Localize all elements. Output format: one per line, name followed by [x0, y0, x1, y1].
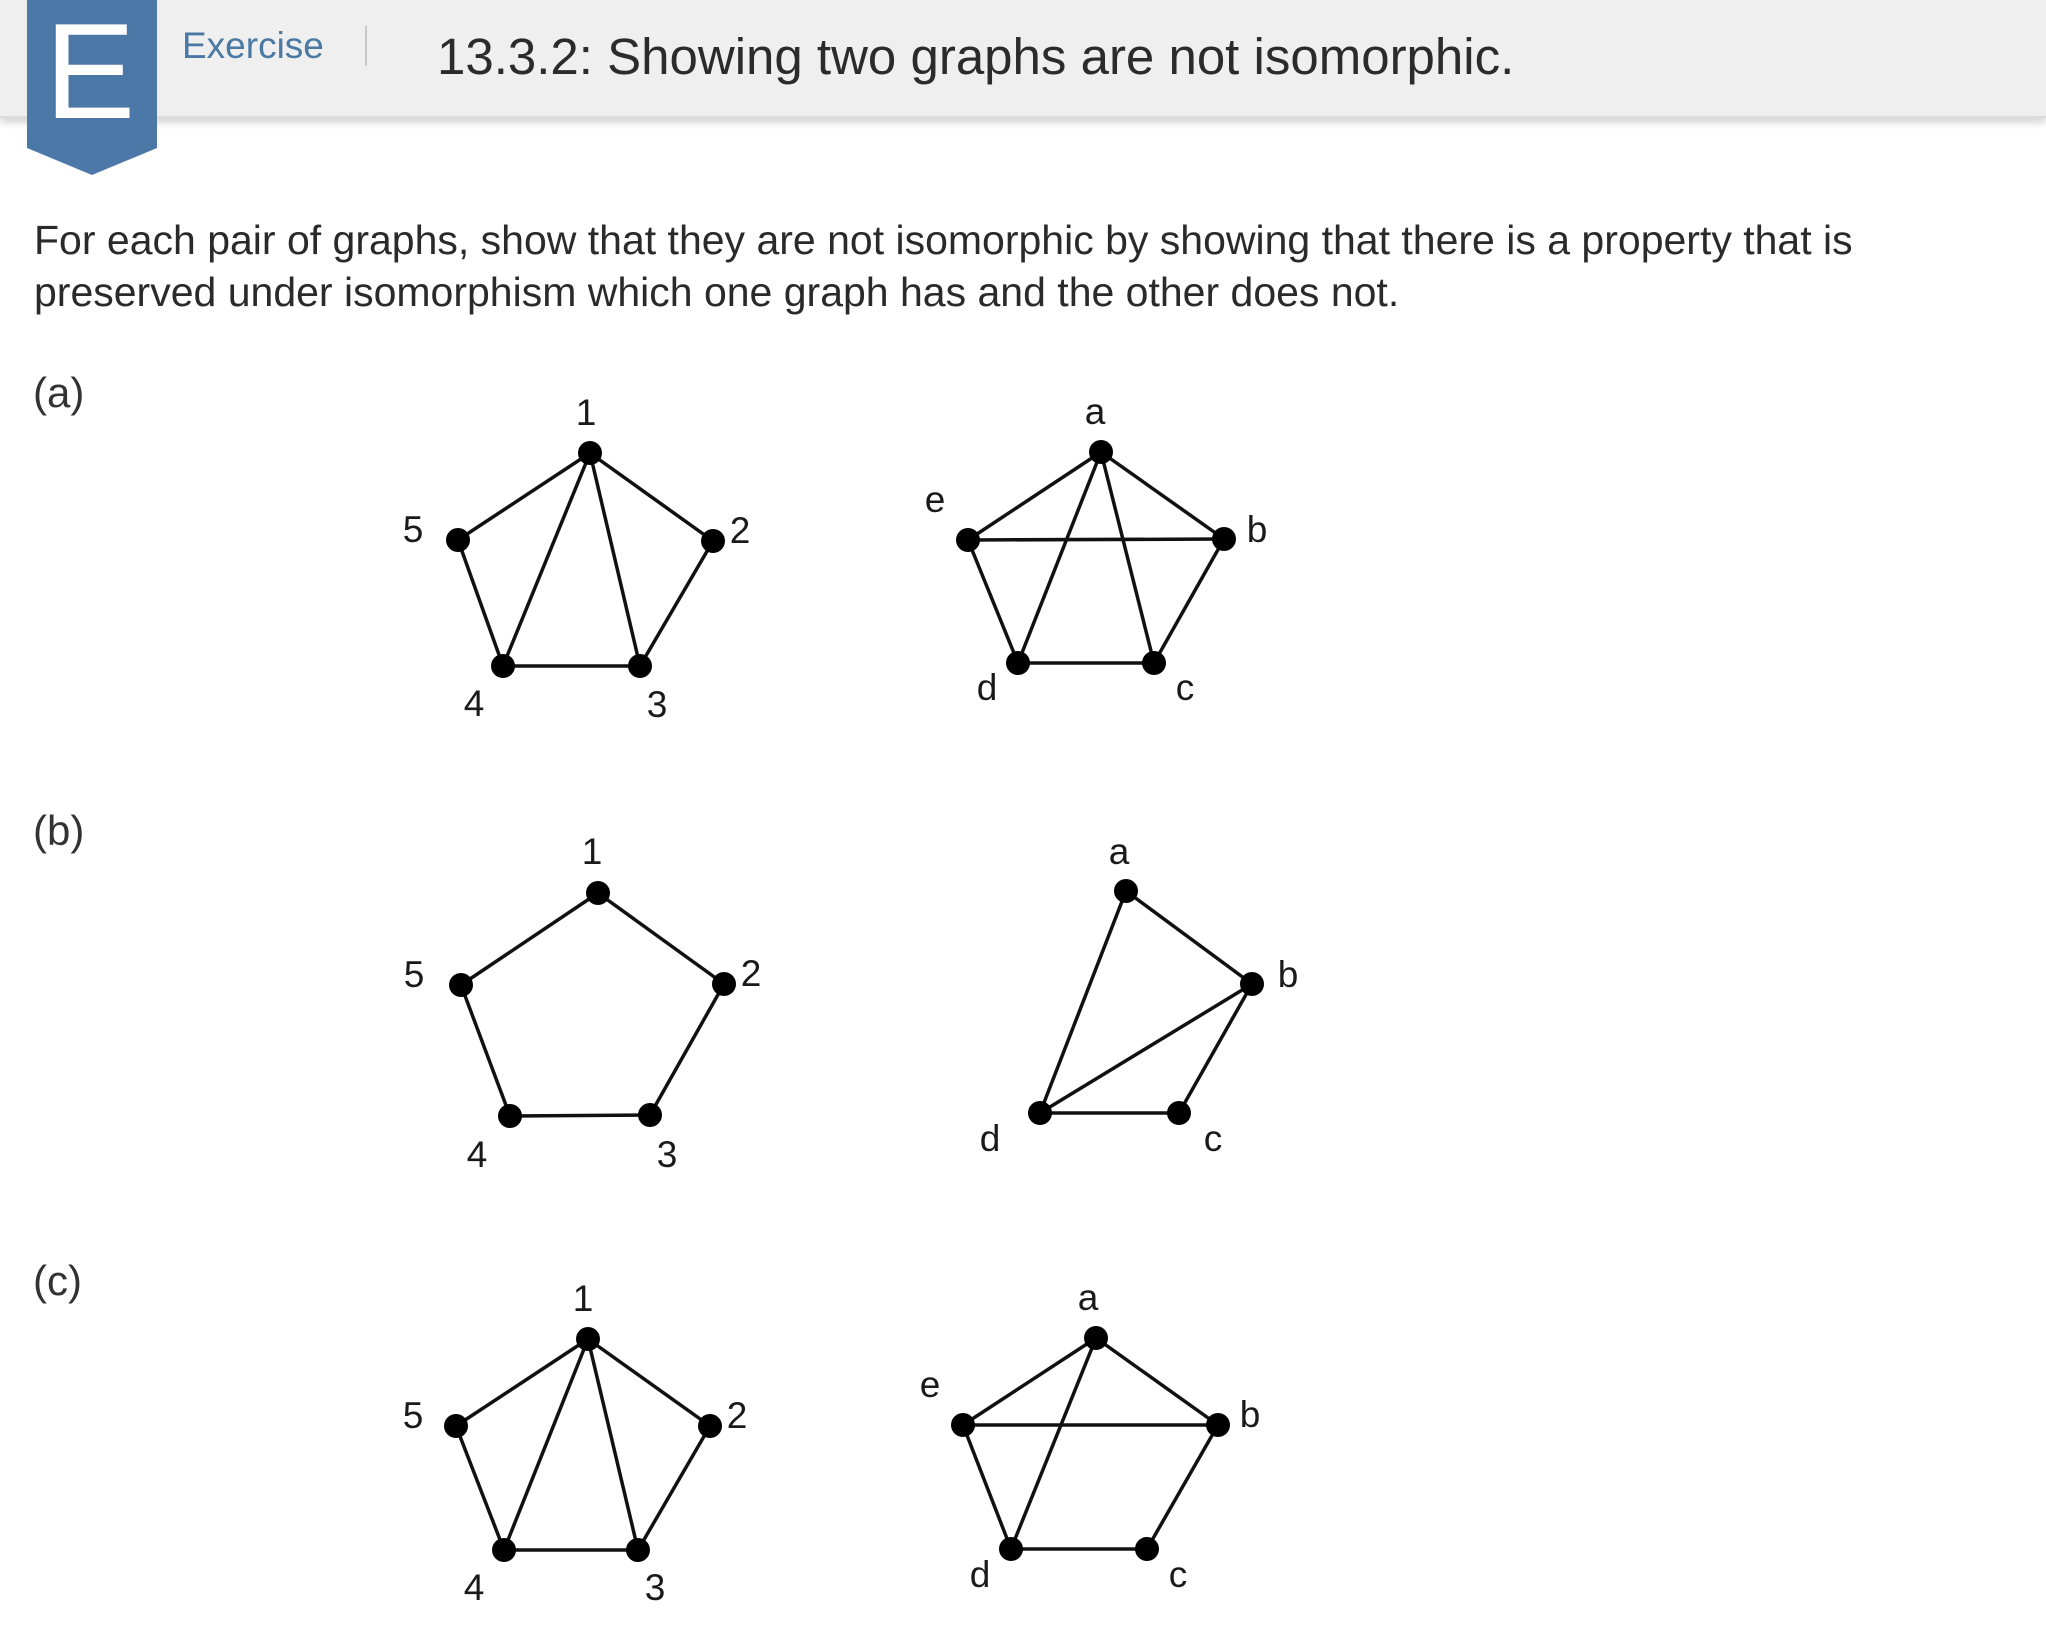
graph-c-left-vertices	[444, 1327, 722, 1562]
edge-3-4	[510, 1115, 650, 1116]
edge-4-5	[461, 985, 510, 1116]
edge-d-e	[968, 540, 1018, 663]
graph-c-left	[380, 1265, 800, 1625]
graph-b-right-vertices	[1028, 879, 1264, 1125]
graph-b-right	[900, 820, 1320, 1180]
graph-a-left-vertices	[446, 441, 725, 678]
vertex-label-5: 5	[402, 509, 424, 550]
vertex-a	[1114, 879, 1138, 903]
exercise-section-label: Exercise	[182, 25, 324, 66]
edge-5-1	[456, 1339, 588, 1426]
vertex-label-3: 3	[644, 1567, 666, 1608]
graph-b-left	[380, 820, 800, 1180]
vertex-label-2: 2	[726, 1395, 748, 1436]
vertex-a	[1084, 1326, 1108, 1350]
part-label-b: (b)	[33, 807, 85, 854]
vertex-label-1: 1	[581, 831, 603, 872]
vertex-label-d: d	[979, 1118, 1001, 1159]
vertex-label-e: e	[924, 479, 946, 520]
vertex-4	[492, 1538, 516, 1562]
vertex-3	[626, 1538, 650, 1562]
vertex-c	[1135, 1537, 1159, 1561]
edge-d-e	[963, 1425, 1011, 1549]
vertex-label-d: d	[969, 1554, 991, 1595]
edge-1-2	[598, 893, 724, 984]
edge-b-c	[1147, 1425, 1218, 1549]
vertex-label-a: a	[1077, 1277, 1099, 1318]
graph-a-right-edges	[968, 452, 1224, 663]
vertex-b	[1212, 527, 1236, 551]
vertex-label-b: b	[1246, 509, 1268, 550]
badge-letter: E	[44, 0, 136, 147]
edge-d-a	[1040, 891, 1126, 1113]
graph-b-left-labels	[404, 831, 762, 1175]
edge-a-b	[1096, 1338, 1218, 1425]
part-label-c: (c)	[33, 1257, 82, 1304]
vertex-b	[1206, 1413, 1230, 1437]
edge-5-1	[458, 453, 590, 540]
part-label-a: (a)	[33, 369, 85, 416]
vertex-label-a: a	[1108, 831, 1130, 872]
vertex-label-4: 4	[466, 1134, 488, 1175]
vertex-d	[1006, 651, 1030, 675]
vertex-label-5: 5	[403, 954, 425, 995]
graph-c-right	[900, 1265, 1320, 1625]
edge-b-c	[1154, 539, 1224, 663]
edge-a-d	[1018, 452, 1101, 663]
edge-4-5	[456, 1426, 504, 1550]
vertex-label-1: 1	[575, 392, 597, 433]
edge-d-b	[1040, 984, 1252, 1113]
graph-a-right-labels	[925, 391, 1268, 708]
graph-b-right-edges	[1040, 891, 1252, 1113]
vertex-e	[956, 528, 980, 552]
graph-a-right-vertices	[956, 440, 1236, 675]
graph-c-right-edges	[963, 1338, 1218, 1549]
edge-1-4	[504, 1339, 588, 1550]
graph-c-left-edges	[456, 1339, 710, 1550]
vertex-label-3: 3	[646, 684, 668, 725]
vertex-d	[999, 1537, 1023, 1561]
vertex-2	[698, 1414, 722, 1438]
exercise-badge-icon	[27, 0, 157, 175]
edge-e-a	[968, 452, 1101, 540]
vertex-4	[498, 1104, 522, 1128]
vertex-label-c: c	[1168, 1554, 1188, 1595]
vertex-b	[1240, 972, 1264, 996]
edge-a-d	[1011, 1338, 1096, 1549]
vertex-label-4: 4	[463, 683, 485, 724]
edge-b-c	[1179, 984, 1252, 1113]
exercise-header	[0, 0, 2046, 118]
edge-e-b	[968, 539, 1224, 540]
vertex-label-b: b	[1277, 954, 1299, 995]
edge-e-a	[963, 1338, 1096, 1425]
exercise-instructions: For each pair of graphs, show that they are not isomorphic by showing that there is a property that is preserved under isomorphism which one graph has and the other does not.	[34, 217, 1853, 315]
vertex-label-c: c	[1175, 667, 1195, 708]
edge-4-5	[458, 540, 503, 666]
edge-2-3	[640, 541, 713, 666]
vertex-1	[578, 441, 602, 465]
graph-a-left	[380, 380, 800, 730]
vertex-label-a: a	[1084, 391, 1106, 432]
vertex-5	[449, 973, 473, 997]
vertex-5	[446, 528, 470, 552]
vertex-label-e: e	[919, 1364, 941, 1405]
vertex-c	[1167, 1101, 1191, 1125]
vertex-label-4: 4	[463, 1567, 485, 1608]
vertex-label-5: 5	[402, 1395, 424, 1436]
vertex-c	[1142, 651, 1166, 675]
edge-5-1	[461, 893, 598, 985]
graph-c-left-labels	[403, 1278, 748, 1608]
header-divider	[365, 26, 367, 66]
graph-b-left-vertices	[449, 881, 736, 1128]
edge-a-b	[1126, 891, 1252, 984]
vertex-label-b: b	[1239, 1394, 1261, 1435]
vertex-3	[638, 1103, 662, 1127]
graph-a-left-edges	[458, 453, 713, 666]
vertex-label-c: c	[1203, 1118, 1223, 1159]
vertex-2	[701, 529, 725, 553]
edge-1-4	[503, 453, 590, 666]
vertex-label-3: 3	[656, 1134, 678, 1175]
vertex-label-1: 1	[572, 1278, 594, 1319]
vertex-e	[951, 1413, 975, 1437]
vertex-3	[628, 654, 652, 678]
graph-b-left-edges	[461, 893, 724, 1116]
vertex-label-2: 2	[740, 953, 762, 994]
vertex-2	[712, 972, 736, 996]
edge-2-3	[650, 984, 724, 1115]
exercise-title: 13.3.2: Showing two graphs are not isomorphic.	[437, 28, 1515, 85]
vertex-5	[444, 1414, 468, 1438]
vertex-1	[586, 881, 610, 905]
vertex-1	[576, 1327, 600, 1351]
vertex-label-d: d	[976, 667, 998, 708]
vertex-4	[491, 654, 515, 678]
vertex-label-2: 2	[729, 510, 751, 551]
vertex-d	[1028, 1101, 1052, 1125]
graph-a-right	[900, 380, 1320, 730]
graph-a-left-labels	[403, 392, 751, 725]
vertex-a	[1089, 440, 1113, 464]
graph-c-right-vertices	[951, 1326, 1230, 1561]
edge-2-3	[638, 1426, 710, 1550]
